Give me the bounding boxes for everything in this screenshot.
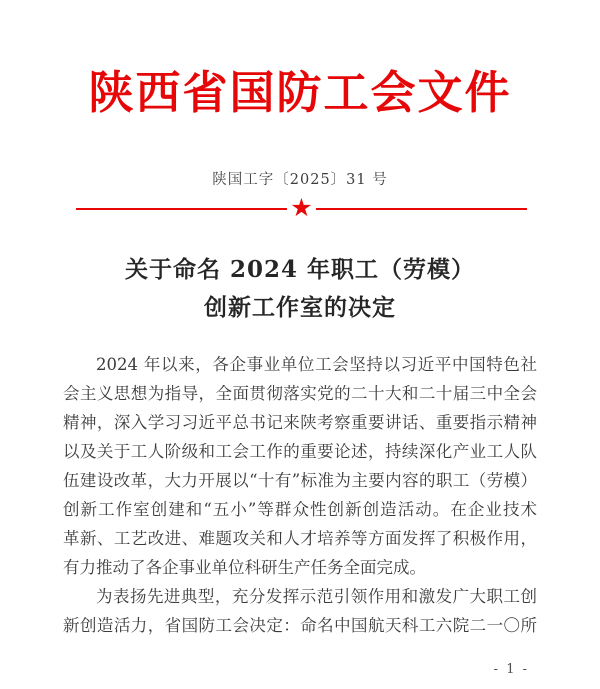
body-line: 创新工作室创建和“五小”等群众性创新创造活动。在企业技术 bbox=[63, 500, 537, 519]
body-line: 新创造活力，省国防工会决定：命名中国航天科工六院二一〇所 bbox=[63, 616, 537, 635]
red-header-title: 陕西省国防工会文件 bbox=[88, 66, 512, 119]
body-line: 伍建设改革，大力开展以“十有”标准为主要内容的职工（劳模） bbox=[63, 471, 537, 490]
red-divider bbox=[76, 193, 527, 222]
divider-line-left bbox=[76, 208, 287, 210]
body-line: 精神，深入学习习近平总书记来陕考察重要讲话、重要指示精神 bbox=[63, 413, 537, 432]
document-title bbox=[0, 251, 600, 327]
body-line: 有力推动了各企事业单位科研生产任务全面完成。 bbox=[63, 558, 426, 577]
body-line: 革新、工艺改进、难题攻关和人才培养等方面发挥了积极作用， bbox=[63, 529, 537, 548]
doc-number: 陕国工字〔2025〕31 号 bbox=[212, 172, 388, 188]
page-number: - 1 - bbox=[493, 662, 529, 677]
document-body bbox=[63, 350, 537, 640]
star-icon: ★ bbox=[290, 193, 313, 222]
body-line: 会主义思想为指导，全面贯彻落实党的二十大和二十届三中全会 bbox=[63, 384, 537, 403]
body-line: 2024 年以来，各企事业单位工会坚持以习近平中国特色社 bbox=[96, 355, 537, 374]
body-line: 为表扬先进典型，充分发挥示范引领作用和激发广大职工创 bbox=[96, 587, 537, 606]
document-title-line1: 关于命名 2024 年职工（劳模） bbox=[124, 256, 476, 283]
divider-line-right bbox=[316, 208, 527, 210]
document-title-line2: 创新工作室的决定 bbox=[204, 294, 396, 321]
body-line: 以及关于工人阶级和工会工作的重要论述，持续深化产业工人队 bbox=[63, 442, 537, 461]
